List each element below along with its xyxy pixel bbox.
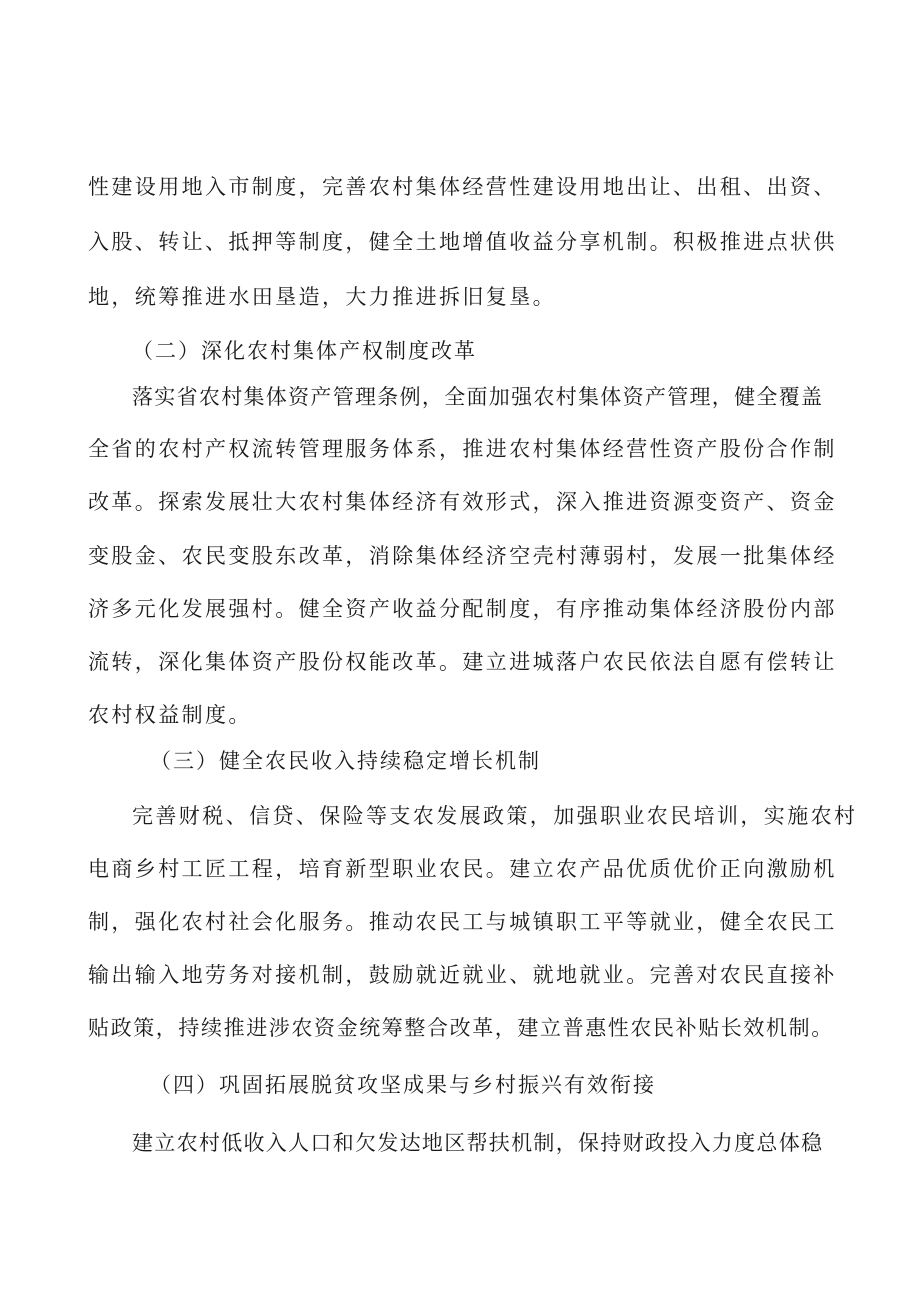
paragraph-line: 济多元化发展强村。健全资产收益分配制度，有序推动集体经济股份内部	[88, 597, 837, 621]
paragraph-line: 农村权益制度。	[88, 703, 252, 727]
paragraph-line: 改革。探索发展壮大农村集体经济有效形式，深入推进资源变资产、资金	[88, 490, 837, 514]
paragraph-line: 贴政策，持续推进涉农资金统筹整合改革，建立普惠性农民补贴长效机制。	[88, 1016, 834, 1040]
paragraph-line: 性建设用地入市制度，完善农村集体经营性建设用地出让、出租、出资、	[88, 175, 837, 199]
paragraph-line: 电商乡村工匠工程，培育新型职业农民。建立农产品优质优价正向激励机	[88, 857, 837, 881]
paragraph-line: 全省的农村产权流转管理服务体系，推进农村集体经营性资产股份合作制	[88, 437, 837, 461]
paragraph-line: 完善财税、信贷、保险等支农发展政策，加强职业农民培训，实施农村	[132, 804, 858, 828]
section-heading: （四）巩固拓展脱贫攻坚成果与乡村振兴有效衔接	[150, 1073, 656, 1097]
section-heading: （三）健全农民收入持续稳定增长机制	[150, 749, 541, 773]
paragraph-line: 流转，深化集体资产股份权能改革。建立进城落户农民依法自愿有偿转让	[88, 650, 837, 674]
paragraph-line: 入股、转让、抵押等制度，健全土地增值收益分享机制。积极推进点状供	[88, 230, 837, 254]
paragraph-line: 建立农村低收入人口和欠发达地区帮扶机制，保持财政投入力度总体稳	[132, 1131, 824, 1155]
paragraph-line: 输出输入地劳务对接机制，鼓励就近就业、就地就业。完善对农民直接补	[88, 963, 837, 987]
section-heading: （二）深化农村集体产权制度改革	[132, 339, 477, 363]
paragraph-line: 落实省农村集体资产管理条例，全面加强农村集体资产管理，健全覆盖	[132, 385, 824, 409]
paragraph-line: 制，强化农村社会化服务。推动农民工与城镇职工平等就业，健全农民工	[88, 910, 837, 934]
paragraph-line: 变股金、农民变股东改革，消除集体经济空壳村薄弱村，发展一批集体经	[88, 544, 837, 568]
paragraph-line: 地，统筹推进水田垦造，大力推进拆旧复垦。	[88, 285, 556, 309]
